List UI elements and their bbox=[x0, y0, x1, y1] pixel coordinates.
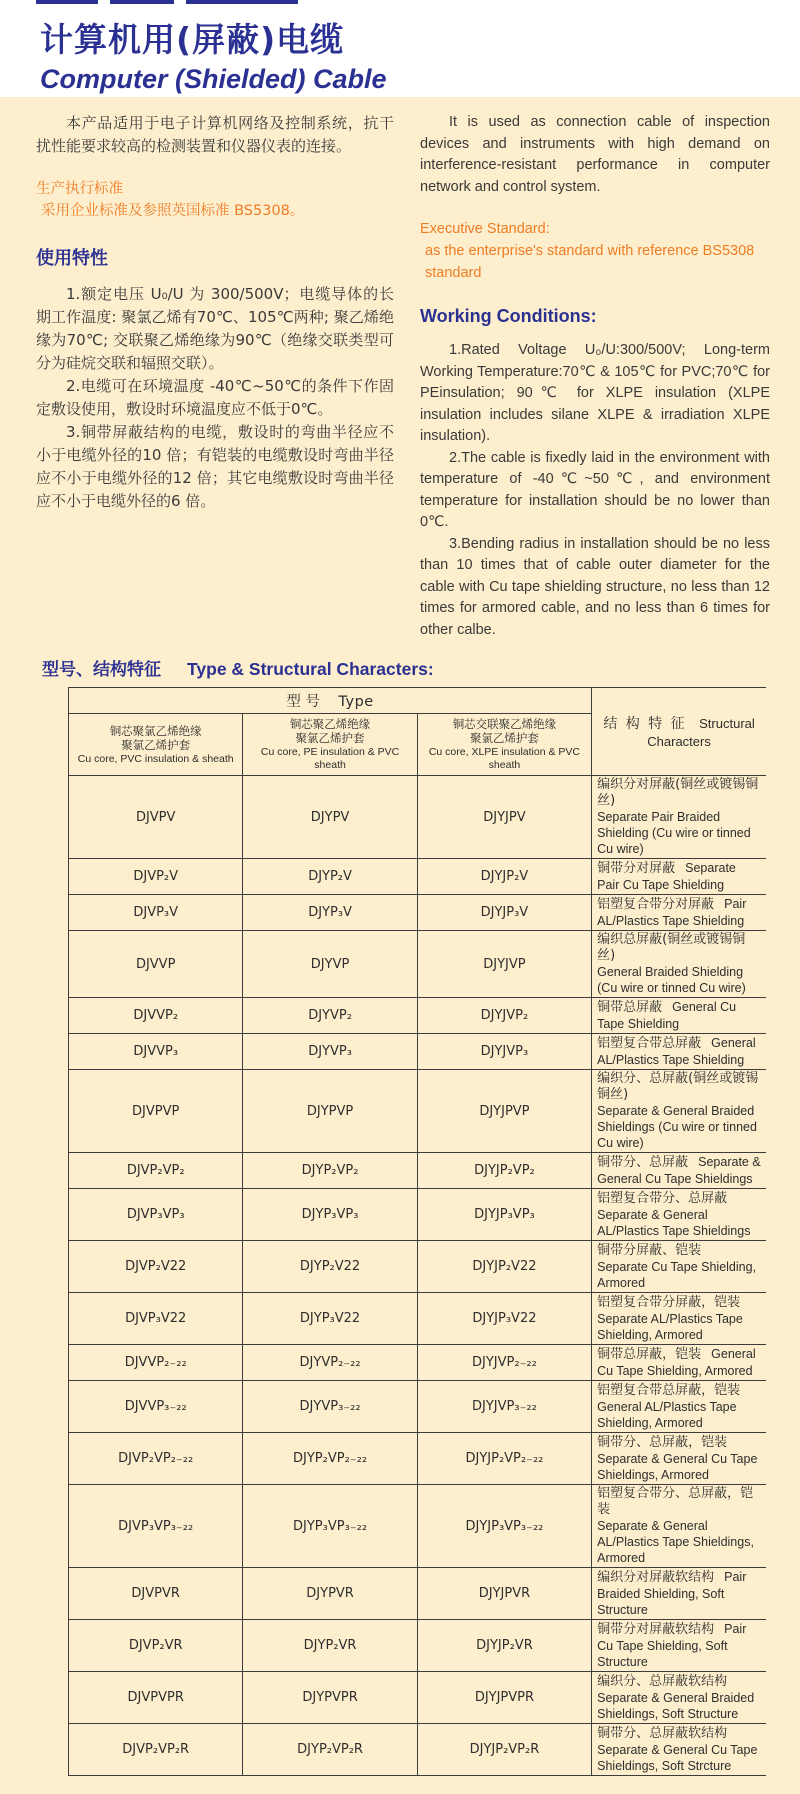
type-code-cell: DJVP₂VP₂₋₂₂ bbox=[69, 1433, 243, 1485]
structural-character-en: Separate & General AL/Plastics Tape Shieldings bbox=[597, 1208, 751, 1238]
structural-character-zh: 铝塑复合带总屏蔽 bbox=[597, 1036, 702, 1051]
usage-item-zh: 2.电缆可在环境温度 -40℃~50℃的条件下作固定敷设使用，敷设时环境温度应不低于0℃。 bbox=[36, 377, 394, 418]
structural-character-en: Separate & General Cu Tape Shieldings bbox=[597, 1155, 761, 1186]
table-section-title-zh: 型号、结构特征 bbox=[42, 660, 161, 680]
type-code-cell: DJYJPVR bbox=[417, 1568, 591, 1620]
structural-character-zh: 铜带分对屏蔽 bbox=[597, 861, 676, 876]
type-code-cell: DJYP₃VP₃ bbox=[243, 1189, 417, 1241]
usage-item-zh: 1.额定电压 U₀/U 为 300/500V；电缆导体的长期工作温度: 聚氯乙烯有70℃、105℃两种; 聚乙烯绝缘为70℃; 交联聚乙烯绝缘为90℃（绝缘交联类型可分为硅烷交联和辐照交联）。 bbox=[36, 285, 394, 372]
type-code-cell: DJYJP₂V22 bbox=[417, 1241, 591, 1293]
type-code-cell: DJYJVP₃₋₂₂ bbox=[417, 1381, 591, 1433]
structural-character-zh: 铜带分、总屏蔽软结构 bbox=[597, 1726, 728, 1741]
structural-character-cell bbox=[592, 1724, 766, 1776]
intro-columns bbox=[36, 112, 770, 641]
type-code-cell: DJYPV bbox=[243, 776, 417, 859]
working-conditions-heading: Working Conditions: bbox=[420, 306, 597, 326]
table-row bbox=[69, 1345, 767, 1381]
structural-character-cell bbox=[592, 1293, 766, 1345]
table-row bbox=[69, 859, 767, 895]
type-code-cell: DJVVP₂₋₂₂ bbox=[69, 1345, 243, 1381]
type-code-cell: DJVP₂V22 bbox=[69, 1241, 243, 1293]
type-code-cell: DJYP₂V22 bbox=[243, 1241, 417, 1293]
structural-character-cell bbox=[592, 1620, 766, 1672]
column-chinese bbox=[36, 112, 394, 641]
table-section-title bbox=[42, 655, 770, 680]
structural-character-en: Separate Pair Cu Tape Shielding bbox=[597, 861, 736, 892]
structural-character-zh: 铜带分对屏蔽软结构 bbox=[597, 1622, 715, 1637]
working-conditions-paragraphs bbox=[420, 340, 770, 641]
structural-character-cell bbox=[592, 931, 766, 998]
type-code-cell: DJYVP₂ bbox=[243, 998, 417, 1034]
cropped-artifact-fragment bbox=[36, 0, 98, 4]
type-code-cell: DJYP₃V bbox=[243, 895, 417, 931]
column-header-zh-line: 铜芯聚氯乙烯绝缘 bbox=[109, 723, 202, 738]
type-code-cell: DJYP₂V bbox=[243, 859, 417, 895]
table-row bbox=[69, 1672, 767, 1724]
type-code-cell: DJVVP bbox=[69, 931, 243, 998]
type-code-cell: DJVP₃V22 bbox=[69, 1293, 243, 1345]
type-code-cell: DJYJP₂VR bbox=[417, 1620, 591, 1672]
column-header-pvc bbox=[69, 714, 243, 776]
table-row bbox=[69, 1293, 767, 1345]
type-code-cell: DJVPVPR bbox=[69, 1672, 243, 1724]
table-row bbox=[69, 1485, 767, 1568]
type-code-cell: DJYJVP₂ bbox=[417, 998, 591, 1034]
structural-character-zh: 铜带总屏蔽 bbox=[597, 1000, 663, 1015]
structural-character-en: Pair AL/Plastics Tape Shielding bbox=[597, 897, 747, 928]
structural-character-cell bbox=[592, 1381, 766, 1433]
type-code-cell: DJVP₂V bbox=[69, 859, 243, 895]
table-row bbox=[69, 1381, 767, 1433]
type-code-cell: DJYJP₂V bbox=[417, 859, 591, 895]
standard-title-en: Executive Standard: bbox=[420, 221, 550, 237]
working-conditions-item: 3.Bending radius in installation should be no less than 10 times that of cable outer diameter for the cable with Cu tape shielding structure, no less than 12 times for armored cable, and no less than 6 times for other calbe. bbox=[420, 535, 770, 638]
type-table bbox=[68, 687, 766, 1776]
type-code-cell: DJVP₃VP₃ bbox=[69, 1189, 243, 1241]
column-header-zh-line: 聚氯乙烯护套 bbox=[121, 737, 191, 752]
structural-character-en: Separate & General Cu Tape Shieldings, Soft Strcture bbox=[597, 1743, 758, 1773]
type-code-cell: DJVVP₂ bbox=[69, 998, 243, 1034]
executive-standard-en bbox=[420, 218, 770, 284]
type-code-cell: DJVP₃VP₃₋₂₂ bbox=[69, 1485, 243, 1568]
structural-character-en: Separate & General Braided Shieldings (Cu wire or tinned Cu wire) bbox=[597, 1104, 757, 1150]
structural-character-en: Separate & General Cu Tape Shieldings, Armored bbox=[597, 1452, 758, 1482]
table-row bbox=[69, 776, 767, 859]
structural-character-en: General Cu Tape Shielding bbox=[597, 1000, 737, 1031]
column-header-zh-line: 铜芯交联聚乙烯绝缘 bbox=[452, 717, 557, 731]
structural-character-zh: 铜带分、总屏蔽 bbox=[597, 1155, 689, 1170]
type-code-cell: DJYPVR bbox=[243, 1568, 417, 1620]
structural-character-cell bbox=[592, 895, 766, 931]
type-code-cell: DJYJP₃VP₃ bbox=[417, 1189, 591, 1241]
type-code-cell: DJYP₃V22 bbox=[243, 1293, 417, 1345]
type-code-cell: DJYJP₂VP₂R bbox=[417, 1724, 591, 1776]
structural-character-cell bbox=[592, 1189, 766, 1241]
type-code-cell: DJYJVP₃ bbox=[417, 1034, 591, 1070]
structural-character-cell bbox=[592, 1345, 766, 1381]
table-row bbox=[69, 1153, 767, 1189]
table-row bbox=[69, 895, 767, 931]
column-english bbox=[420, 112, 770, 641]
column-header-en-line: Cu core, PVC insulation & sheath bbox=[77, 752, 234, 765]
type-code-cell: DJYJVP₂₋₂₂ bbox=[417, 1345, 591, 1381]
type-code-cell: DJVVP₃ bbox=[69, 1034, 243, 1070]
type-code-cell: DJYJP₃V22 bbox=[417, 1293, 591, 1345]
type-code-cell: DJYJP₃VP₃₋₂₂ bbox=[417, 1485, 591, 1568]
page-header bbox=[0, 0, 800, 97]
structural-character-zh: 编织分、总屏蔽软结构 bbox=[597, 1674, 728, 1689]
table-section-title-en: Type & Structural Characters: bbox=[187, 659, 434, 679]
standard-body-en: as the enterprise's standard with reference BS5308 standard bbox=[425, 243, 755, 281]
usage-heading-zh: 使用特性 bbox=[36, 248, 108, 269]
type-code-cell: DJVPVP bbox=[69, 1070, 243, 1153]
table-row bbox=[69, 998, 767, 1034]
table-header-row-1 bbox=[69, 688, 767, 714]
structural-character-en: Separate Cu Tape Shielding, Armored bbox=[597, 1260, 757, 1290]
structural-character-cell bbox=[592, 1568, 766, 1620]
structural-character-en: Separate AL/Plastics Tape Shielding, Armored bbox=[597, 1312, 743, 1342]
type-code-cell: DJYP₃VP₃₋₂₂ bbox=[243, 1485, 417, 1568]
structural-character-en: Separate & General Braided Shieldings, Soft Structure bbox=[597, 1691, 755, 1721]
type-code-cell: DJVPVR bbox=[69, 1568, 243, 1620]
structural-character-zh: 铜带分屏蔽、铠装 bbox=[597, 1243, 702, 1258]
type-code-cell: DJYJP₃V bbox=[417, 895, 591, 931]
type-code-cell: DJYJVP bbox=[417, 931, 591, 998]
type-code-cell: DJYJP₂VP₂₋₂₂ bbox=[417, 1433, 591, 1485]
type-table-head bbox=[69, 688, 767, 776]
standard-body-zh: 采用企业标准及参照英国标准 BS5308。 bbox=[41, 203, 305, 219]
usage-paragraphs-zh bbox=[36, 283, 394, 513]
column-header-zh-line: 聚氯乙烯护套 bbox=[469, 731, 539, 745]
type-code-cell: DJYP₂VP₂₋₂₂ bbox=[243, 1433, 417, 1485]
type-group-header bbox=[69, 688, 592, 714]
column-header-zh-line: 铜芯聚乙烯绝缘 bbox=[289, 717, 371, 731]
structural-character-en: General Braided Shielding (Cu wire or tinned Cu wire) bbox=[597, 965, 746, 995]
table-row bbox=[69, 1241, 767, 1293]
structural-character-cell bbox=[592, 1034, 766, 1070]
structural-character-en: Pair Braided Shielding, Soft Structure bbox=[597, 1570, 747, 1617]
type-code-cell: DJVP₂VP₂ bbox=[69, 1153, 243, 1189]
structural-character-cell bbox=[592, 1485, 766, 1568]
type-code-cell: DJYJP₂VP₂ bbox=[417, 1153, 591, 1189]
type-code-cell: DJYPVP bbox=[243, 1070, 417, 1153]
structural-characters-header bbox=[592, 688, 766, 776]
column-header-xlpe bbox=[417, 714, 591, 776]
structural-characters-label-zh: 结 构 特 征 bbox=[603, 715, 687, 732]
type-code-cell: DJYVP₂₋₂₂ bbox=[243, 1345, 417, 1381]
cropped-artifact-fragment bbox=[110, 0, 174, 4]
structural-character-zh: 铝塑复合带分、总屏蔽 bbox=[597, 1191, 728, 1206]
structural-character-zh: 编织分对屏蔽(铜丝或镀锡铜丝) bbox=[597, 777, 759, 808]
type-code-cell: DJYP₂VR bbox=[243, 1620, 417, 1672]
type-code-cell: DJYPVPR bbox=[243, 1672, 417, 1724]
structural-character-zh: 铝塑复合带总屏蔽，铠装 bbox=[597, 1383, 741, 1398]
type-code-cell: DJYP₂VP₂R bbox=[243, 1724, 417, 1776]
structural-character-en: Separate & General AL/Plastics Tape Shieldings, Armored bbox=[597, 1519, 754, 1565]
type-code-cell: DJYP₂VP₂ bbox=[243, 1153, 417, 1189]
table-row bbox=[69, 931, 767, 998]
type-group-label-en: Type bbox=[338, 694, 374, 710]
column-header-pe bbox=[243, 714, 417, 776]
structural-characters-label-en: Structural Characters bbox=[647, 715, 755, 749]
table-row bbox=[69, 1724, 767, 1776]
cropped-artifact bbox=[0, 0, 800, 5]
structural-character-en: Separate Pair Braided Shielding (Cu wire or tinned Cu wire) bbox=[597, 810, 751, 856]
executive-standard-zh bbox=[36, 178, 394, 222]
structural-character-zh: 铝塑复合带分屏蔽，铠装 bbox=[597, 1295, 741, 1310]
structural-character-zh: 铝塑复合带分对屏蔽 bbox=[597, 897, 715, 912]
structural-character-cell bbox=[592, 776, 766, 859]
table-row bbox=[69, 1034, 767, 1070]
column-header-en-line: Cu core, PE insulation & PVC sheath bbox=[260, 746, 400, 771]
type-code-cell: DJVPV bbox=[69, 776, 243, 859]
type-code-cell: DJVP₃V bbox=[69, 895, 243, 931]
intro-paragraph-en: It is used as connection cable of inspection devices and instruments with high demand on interference-resistant performance in computer network and control system. bbox=[420, 114, 770, 195]
structural-character-cell bbox=[592, 1672, 766, 1724]
structural-character-en: General Cu Tape Shielding, Armored bbox=[597, 1347, 756, 1378]
type-code-cell: DJYVP₃₋₂₂ bbox=[243, 1381, 417, 1433]
type-code-cell: DJYVP bbox=[243, 931, 417, 998]
table-row bbox=[69, 1070, 767, 1153]
structural-character-en: General AL/Plastics Tape Shielding bbox=[597, 1036, 756, 1067]
cropped-artifact-fragment bbox=[186, 0, 298, 4]
type-code-cell: DJYJPVP bbox=[417, 1070, 591, 1153]
type-code-cell: DJYJPVPR bbox=[417, 1672, 591, 1724]
structural-character-zh: 编织分对屏蔽软结构 bbox=[597, 1570, 715, 1585]
table-row bbox=[69, 1433, 767, 1485]
type-code-cell: DJVP₂VP₂R bbox=[69, 1724, 243, 1776]
working-conditions-item: 1.Rated Voltage U₀/U:300/500V; Long-term Working Temperature:70℃ & 105℃ for PVC;70℃ for PEinsulation; 90℃ for XLPE insulation (XLPE insulation includes silane XLPE & irradiation XLPE insulation). bbox=[420, 342, 770, 444]
type-code-cell: DJYJPV bbox=[417, 776, 591, 859]
structural-character-cell bbox=[592, 1433, 766, 1485]
table-row bbox=[69, 1620, 767, 1672]
structural-character-cell bbox=[592, 1241, 766, 1293]
standard-title-zh: 生产执行标准 bbox=[36, 181, 123, 197]
structural-character-en: General AL/Plastics Tape Shielding, Armored bbox=[597, 1400, 737, 1430]
type-group-label-zh: 型 号 bbox=[286, 694, 320, 710]
structural-character-cell bbox=[592, 1153, 766, 1189]
structural-character-cell bbox=[592, 1070, 766, 1153]
type-code-cell: DJVVP₃₋₂₂ bbox=[69, 1381, 243, 1433]
structural-character-en: Pair Cu Tape Shielding, Soft Structure bbox=[597, 1622, 747, 1669]
structural-character-zh: 编织总屏蔽(铜丝或镀锡铜丝) bbox=[597, 932, 746, 963]
table-row bbox=[69, 1568, 767, 1620]
page-title-en: Computer (Shielded) Cable bbox=[40, 64, 387, 94]
structural-character-zh: 编织分、总屏蔽(铜丝或镀锡铜丝) bbox=[597, 1071, 759, 1102]
structural-character-zh: 铜带总屏蔽，铠装 bbox=[597, 1347, 702, 1362]
structural-character-cell bbox=[592, 859, 766, 895]
content-area bbox=[0, 97, 800, 1794]
type-code-cell: DJYVP₃ bbox=[243, 1034, 417, 1070]
column-header-en-line: Cu core, XLPE insulation & PVC sheath bbox=[428, 746, 581, 771]
structural-character-zh: 铝塑复合带分、总屏蔽，铠装 bbox=[597, 1486, 754, 1517]
page-title-zh: 计算机用(屏蔽)电缆 bbox=[40, 20, 345, 59]
type-table-body bbox=[69, 776, 767, 1776]
intro-paragraph-zh: 本产品适用于电子计算机网络及控制系统，抗干扰性能要求较高的检测装置和仪器仪表的连接。 bbox=[36, 114, 394, 155]
structural-character-zh: 铜带分、总屏蔽，铠装 bbox=[597, 1435, 728, 1450]
working-conditions-item: 2.The cable is fixedly laid in the environment with temperature of -40℃~50℃, and environment temperature for installation should be no lower than 0℃. bbox=[420, 449, 770, 530]
type-code-cell: DJVP₂VR bbox=[69, 1620, 243, 1672]
column-header-zh-line: 聚氯乙烯护套 bbox=[295, 731, 365, 745]
usage-item-zh: 3.铜带屏蔽结构的电缆，敷设时的弯曲半径应不小于电缆外径的10 倍；有铠装的电缆敷设时弯曲半径应不小于电缆外径的12 倍；其它电缆敷设时弯曲半径应不小于电缆外径的6 倍。 bbox=[36, 423, 394, 510]
structural-character-cell bbox=[592, 998, 766, 1034]
table-row bbox=[69, 1189, 767, 1241]
